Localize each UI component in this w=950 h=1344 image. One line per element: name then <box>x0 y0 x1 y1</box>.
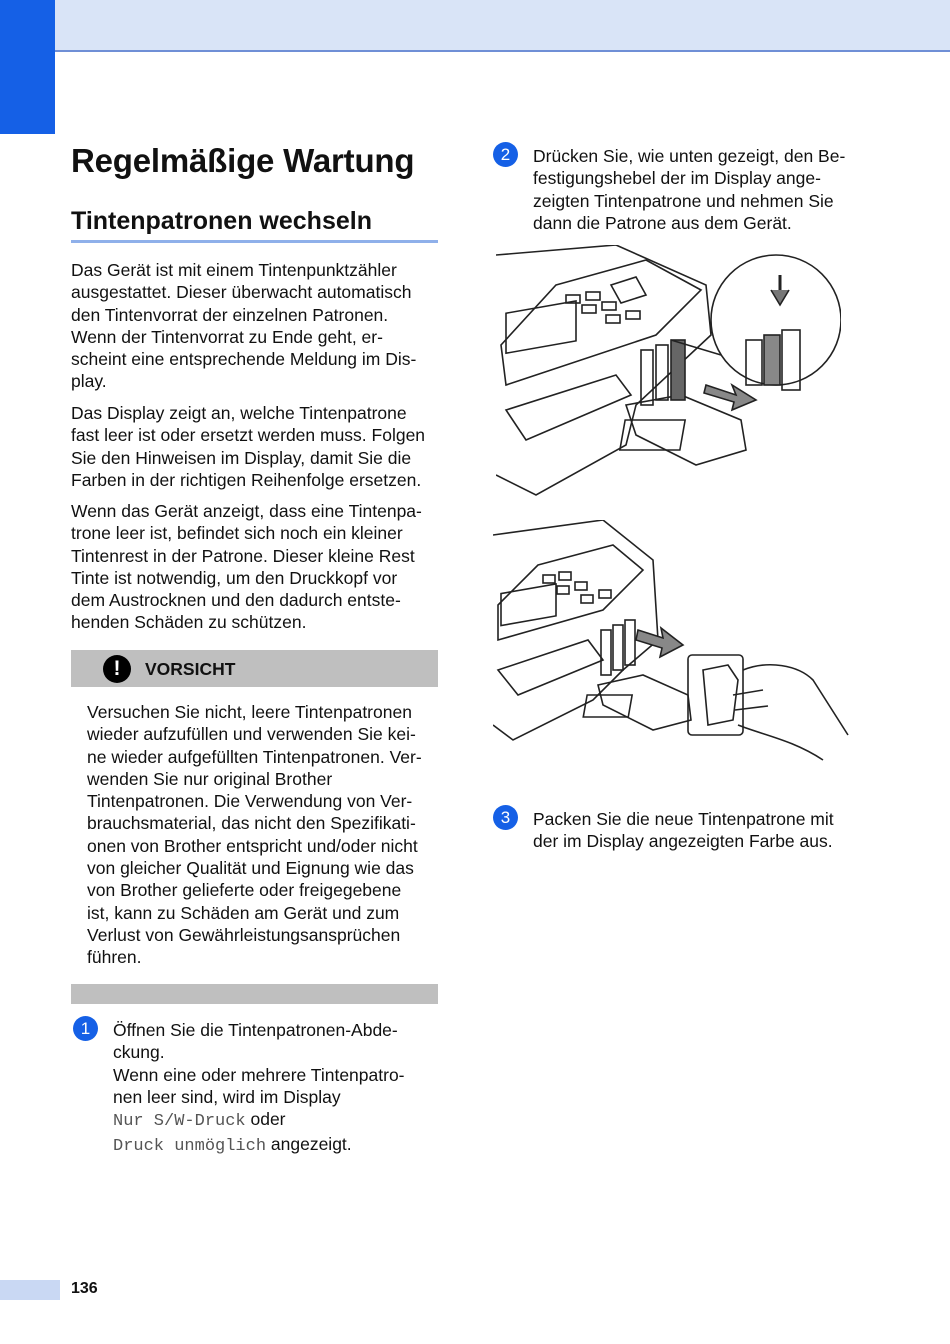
page-number: 136 <box>71 1280 98 1297</box>
step-1-number: 1 <box>73 1016 98 1041</box>
step-1-text: Öffnen Sie die Tintenpatronen-Abde- ckung. Wenn eine oder mehrere Tintenpatro- nen leer sind, wird im Display Nur S/W-Druck oder Druck unmöglich angezeigt. <box>113 1020 405 1157</box>
paragraph-1: Das Gerät ist mit einem Tintenpunktzähler ausgestattet. Dieser überwacht automatisch den Tintenvorrat der einzelnen Patronen. Wenn der Tintenvorrat zu Ende geht, er- scheint eine entsprechende Meldung im Dis- play. <box>71 260 417 392</box>
step-2-text: Drücken Sie, wie unten gezeigt, den Be- festigungshebel der im Display ange- zeigten Tintenpatrone und nehmen Sie dann die Patrone aus dem Gerät. <box>533 146 846 233</box>
caution-text: Versuchen Sie nicht, leere Tintenpatronen wieder aufzufüllen und verwenden Sie kei- ne wieder aufgefüllten Tintenpatronen. Ver- wenden Sie nur original Brother Tintenpatronen. Die Verwendung von Ver- brauchsmaterial, das nicht den Spezifikati- onen von Brother entspricht und/oder nicht von gleicher Qualität und Eignung wie das von Brother gelieferte oder freigegebene ist, kann zu Schäden am Gerät und zum Verlust von Gewährleistungsansprüchen führen. <box>87 702 422 968</box>
paragraph-2: Das Display zeigt an, welche Tintenpatrone fast leer ist oder ersetzt werden muss. Folgen Sie den Hinweisen im Display, damit Sie die Farben in der richtigen Reihenfolge ersetzen. <box>71 403 426 490</box>
paragraph-3: Wenn das Gerät anzeigt, dass eine Tintenpa- trone leer ist, befindet sich noch ein kleiner Tintenrest in der Patrone. Dieser kleine Rest Tinte ist notwendig, um den Druckkopf vor dem Austrocknen und den dadurch entste- henden Schäden zu schützen. <box>71 501 422 633</box>
step-2-number: 2 <box>493 142 518 167</box>
warning-icon: ! <box>103 655 131 683</box>
page-number-tab <box>0 1280 60 1300</box>
chapter-tab <box>0 0 55 134</box>
display-message-impossible: Druck unmöglich <box>113 1137 267 1157</box>
step-3-number: 3 <box>493 805 518 830</box>
section-title-underline <box>71 240 438 243</box>
printer-insert-cartridge-illustration <box>493 520 853 785</box>
caution-footer-bar <box>71 984 438 1004</box>
display-message-bw: Nur S/W-Druck <box>113 1112 246 1132</box>
caution-header <box>71 650 438 687</box>
caution-label: VORSICHT <box>145 659 236 679</box>
printer-remove-cartridge-illustration <box>496 245 841 510</box>
header-band <box>0 0 950 52</box>
page-title: Regelmäßige Wartung <box>71 142 415 179</box>
section-title: Tintenpatronen wechseln <box>71 207 372 235</box>
step-3-text: Packen Sie die neue Tintenpatrone mit der im Display angezeigten Farbe aus. <box>533 809 834 852</box>
